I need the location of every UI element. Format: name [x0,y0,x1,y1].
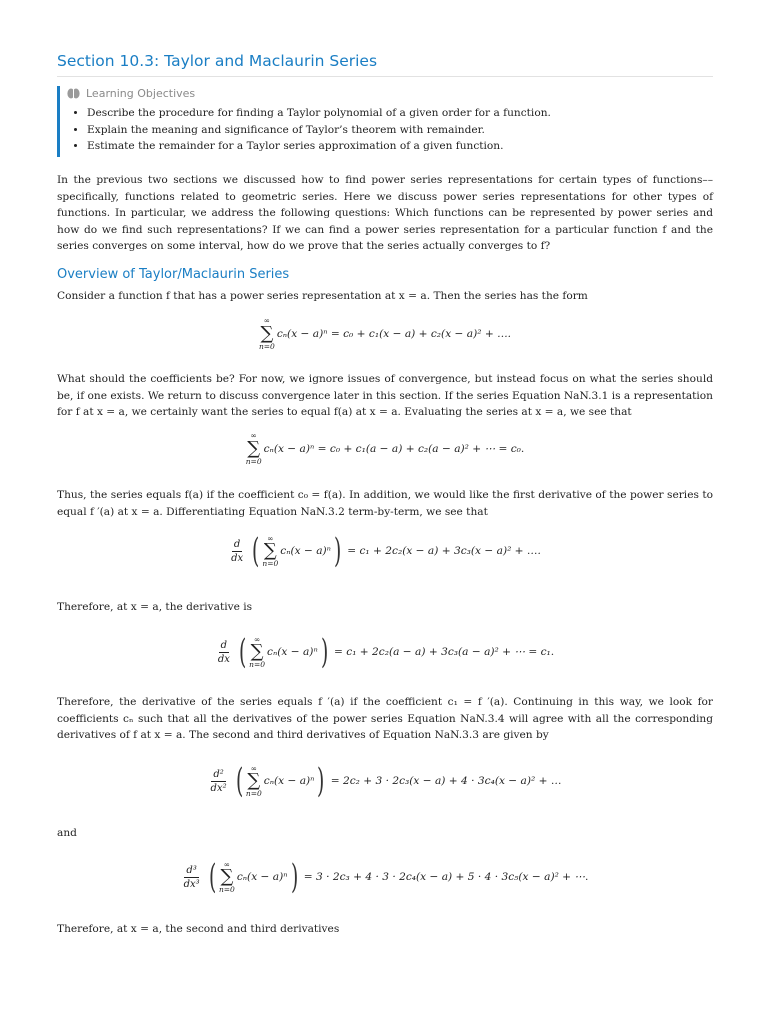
objective-item: • Estimate the remainder for a Taylor series approximation of a given function. [87,138,713,155]
section-title: Section 10.3: Taylor and Maclaurin Series [57,52,713,77]
learning-objectives-label: Learning Objectives [86,87,196,100]
subsection-title: Overview of Taylor/Maclaurin Series [57,267,290,282]
page-content [57,52,713,935]
brain-icon [67,88,80,99]
derivative-operator: $\frac{d}{dx}$ [217,639,230,665]
summation-symbol: ∞ ∑ n=0 [218,859,235,894]
equation-6: $\frac{\text{d³}}{\text{dx³}}$ ( ∞ ∑ n=0 cₙ(x − a)ⁿ ) = 3 · 2c₃ + 4 · 3 · 2c₄(x − a) + 5 · 4 · 3c₅(x − a)² + ⋯. [183,857,589,897]
derivative-operator: $\frac{\text{d²}}{\text{dx²}}$ [210,768,227,794]
equation-3: $\frac{d}{dx}$ ( ∞ ∑ n=0 cₙ(x − a)ⁿ ) = c₁ + 2c₂(x − a) + 3c₃(x − a)² + …. [231,531,541,571]
summation-symbol: ∞ ∑ n=0 [245,763,262,798]
paragraph: Therefore, at x = a, the derivative is [57,601,253,613]
paragraph: Therefore, at x = a, the second and third derivatives [57,923,340,935]
equation-4: $\frac{d}{dx}$ ( ∞ ∑ n=0 cₙ(x − a)ⁿ ) = c₁ + 2c₂(a − a) + 3c₃(a − a)² + ⋯ = c₁. [217,632,555,672]
objective-item: • Explain the meaning and significance of Taylor’s theorem with remainder. [87,122,713,139]
summation-symbol: ∞ ∑ n=0 [245,431,262,466]
derivative-operator: $\frac{\text{d³}}{\text{dx³}}$ [183,864,200,890]
paragraph: Thus, the series equals f(a) if the coefficient c₀ = f(a). In addition, we would like the first derivative of the power series to equal f ′(a) at x = a. Differentiating Equation NaN.3.2 term-by-term, we see that [57,489,713,518]
summation-symbol: ∞ ∑ n=0 [258,316,275,351]
paragraph: Therefore, the derivative of the series equals f ′(a) if the coefficient c₁ = f ′(a). Continuing in this way, we look for coefficients cₙ such that all the derivatives of the power series Equation NaN.3.4 will agree with all the corresponding derivatives of f at x = a. The second and third derivatives of Equation NaN.3.3 are given by [57,696,713,741]
learning-objectives-box [57,86,713,157]
summation-symbol: ∞ ∑ n=0 [249,634,266,669]
intro-paragraph: In the previous two sections we discussed how to find power series representations for certain types of functions––specifically, functions related to geometric series. Here we discuss power series representations for other types of functions. In particular, we address the following questions: Which functions can be represented by power series and how do we find such representations? If we can find a power series representation for a particular function f and the series converges on some interval, how do we prove that the series actually converges to f? [57,174,713,252]
objective-item: • Describe the procedure for finding a Taylor polynomial of a given order for a function. [87,105,713,122]
equation-2: ∞ ∑ n=0 cₙ(x − a)ⁿ = c₀ + c₁(a − a) + c₂(a − a)² + ⋯ = c₀. [245,431,525,466]
summation-symbol: ∞ ∑ n=0 [262,533,279,568]
equation-1: ∞ ∑ n=0 cₙ(x − a)ⁿ = c₀ + c₁(x − a) + c₂(x − a)² + …. [258,316,512,351]
paragraph: What should the coefficients be? For now, we ignore issues of convergence, but instead focus on what the series should be, if one exists. We return to discuss convergence later in this section. If the series Equation NaN.3.1 is a representation for f at x = a, we certainly want the series to equal f(a) at x = a. Evaluating the series at x = a, we see that [57,373,713,418]
objectives-list [67,105,713,155]
paragraph: Consider a function f that has a power series representation at x = a. Then the series has the form [57,290,588,302]
equation-5: $\frac{\text{d²}}{\text{dx²}}$ ( ∞ ∑ n=0 cₙ(x − a)ⁿ ) = 2c₂ + 3 · 2c₃(x − a) + 4 · 3c₄(x − a)² + … [210,761,562,801]
learning-objectives-heading [67,87,713,100]
paragraph: and [57,827,77,839]
derivative-operator: $\frac{d}{dx}$ [231,538,244,564]
